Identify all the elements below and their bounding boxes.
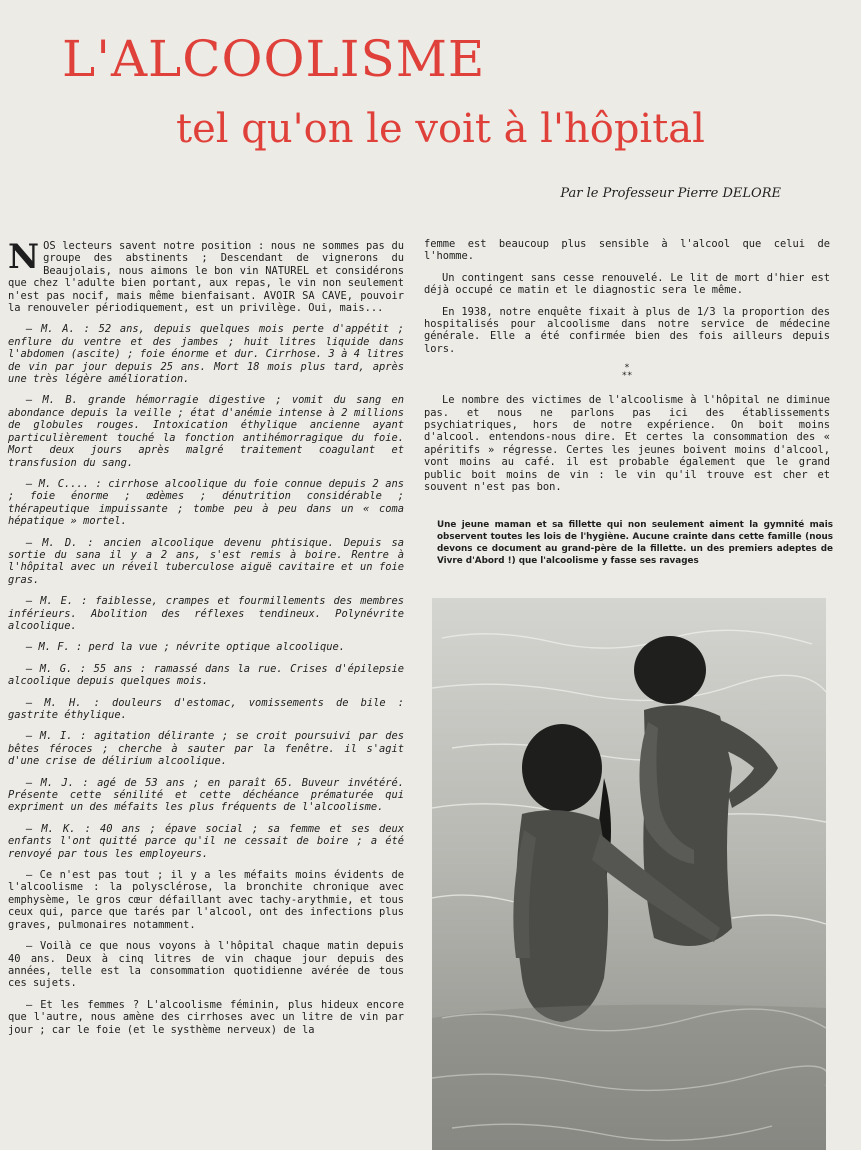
left-column (8, 237, 404, 1045)
case-mh: — M. H. : douleurs d'estomac, vomissements de bile : gastrite éthylique. (8, 696, 404, 721)
body-paragraph: — Voilà ce que nous voyons à l'hôpital chaque matin depuis 40 ans. Deux à cinq litres de vin chaque jour depuis des années, telle est la consommation quotidienne avérée de tous ces sujets. (8, 940, 404, 990)
photo-caption: Une jeune maman et sa fillette qui non seulement aiment la gymnité mais observent toutes les lois de l'hygiène. Aucune crainte dans cette famille (nous devons ce document au grand-père de la fillette. un des premiers adeptes de Vivre d'Abord !) que l'alcoolisme y fasse ses ravages (437, 520, 833, 566)
case-mi: — M. I. : agitation délirante ; se croit poursuivi par des bêtes féroces ; cherche à sauter par la fenêtre. il s'agit d'une crise de délirium alcoolique. (8, 730, 404, 768)
drop-cap: N (8, 237, 40, 277)
body-paragraph: — Et les femmes ? L'alcoolisme féminin, plus hideux encore que l'autre, nous amène des cirrhoses avec un litre de vin par jour ; car le foie (et le systhème nerveux) de la (8, 998, 404, 1036)
body-paragraph: En 1938, notre enquête fixait à plus de 1/3 la proportion des hospitalisés pour alcoolisme dans notre service de médecine générale. Elle a été confirmée bien des fois ailleurs depuis lors. (424, 305, 830, 355)
separator-star-bottom: ** (621, 371, 633, 382)
case-mc: — M. C.... : cirrhose alcoolique du foie connue depuis 2 ans ; foie énorme ; œdèmes ; dénutrition considérable ; thérapeutique impuissante ; tombe peu à peu dans un « coma hépatique » mortel. (8, 477, 404, 528)
intro-text: OS lecteurs savent notre position : nous ne sommes pas du groupe des abstinents ; Descendant de vignerons du Beaujolais, nous aimons le bon vin NATUREL et considérons que chez l'adulte bien portant, aux repas, le vin non seulement n'est pas nocif, mais même bienfaisant. AVOIR SA CAVE, pouvoir la renouveler périodiquement, est un privilège. Oui, mais... (8, 240, 404, 315)
separator-star-top: * (624, 363, 630, 374)
case-mj: — M. J. : agé de 53 ans ; en paraît 65. Buveur invétéré. Présente cette sénilité et cette déchéance prématurée qui expriment un des méfaits les plus fréquents de l'alcoolisme. (8, 776, 404, 814)
bathing-photo (432, 598, 826, 1150)
case-mg: — M. G. : 55 ans : ramassé dans la rue. Crises d'épilepsie alcoolique depuis quelques mois. (8, 662, 404, 688)
author-byline: Par le Professeur Pierre DELORE (560, 186, 781, 201)
article-subtitle: tel qu'on le voit à l'hôpital (176, 106, 705, 152)
body-paragraph: Un contingent sans cesse renouvelé. Le lit de mort d'hier est déjà occupé ce matin et le diagnostic sera le même. (424, 271, 830, 297)
case-mf: — M. F. : perd la vue ; névrite optique alcoolique. (26, 641, 346, 654)
case-me: — M. E. : faiblesse, crampes et fourmillements des membres inférieurs. Abolition des réflexes tendineux. Polynévrite alcoolique. (8, 595, 404, 632)
body-paragraph: — Ce n'est pas tout ; il y a les méfaits moins évidents de l'alcoolisme : la polysclérose, la bronchite chronique avec emphysème, le gros cœur défaillant avec tachy-arythmie, et tous ceux qui, parce que tarés par l'alcool, ont des infections plus graves, pulmonaires notamment. (8, 869, 404, 931)
body-paragraph: Le nombre des victimes de l'alcoolisme à l'hôpital ne diminue pas. et nous ne parlons pas ici des établissements psychiatriques, hors de notre expérience. On boit moins d'alcool. entendons-nous dire. Et certes la consommation des « apéritifs » régresse. Certes les jeunes boivent moins d'alcool, vont moins au café. il est probable également que le grand public boit moins de vin : le vin qu'il trouve est cher et souvent n'est pas bon. (424, 394, 830, 494)
right-column (424, 238, 830, 503)
case-ma: — M. A. : 52 ans, depuis quelques mois perte d'appétit ; enflure du ventre et des jambes ; huit litres liquide dans l'abdomen (ascite) ; foie énorme et dur. Cirrhose. 3 à 4 litres de vin par jour depuis 25 ans. Mort 18 mois plus tard, après une très légère amélioration. (8, 323, 404, 386)
case-md: — M. D. : ancien alcoolique devenu phtisique. Depuis sa sortie du sana il y a 2 ans, s'est remis à boire. Rentre à l'hôpital avec un réveil tuberculose aiguë cavitaire et un foie gras. (8, 536, 404, 586)
case-mb: — M. B. grande hémorragie digestive ; vomit du sang en abondance depuis la veille ; état d'anémie intense à 2 millions de globules rouges. Intoxication éthylique ancienne ayant particulièrement touché la fonction antihémorragique du foie. Mort deux jours après malgré traitement coagulant et transfusion du sang. (8, 394, 404, 469)
body-paragraph: femme est beaucoup plus sensible à l'alcool que celui de l'homme. (424, 238, 830, 263)
article-title: L'ALCOOLISME (62, 30, 486, 88)
intro-paragraph (8, 237, 404, 315)
case-mk: — M. K. : 40 ans ; épave social ; sa femme et ses deux enfants l'ont quitté parce qu'il ne cessait de boire ; a été renvoyé par tous les employeurs. (8, 822, 404, 860)
section-separator (424, 364, 830, 380)
water-shadow (432, 1005, 826, 1150)
